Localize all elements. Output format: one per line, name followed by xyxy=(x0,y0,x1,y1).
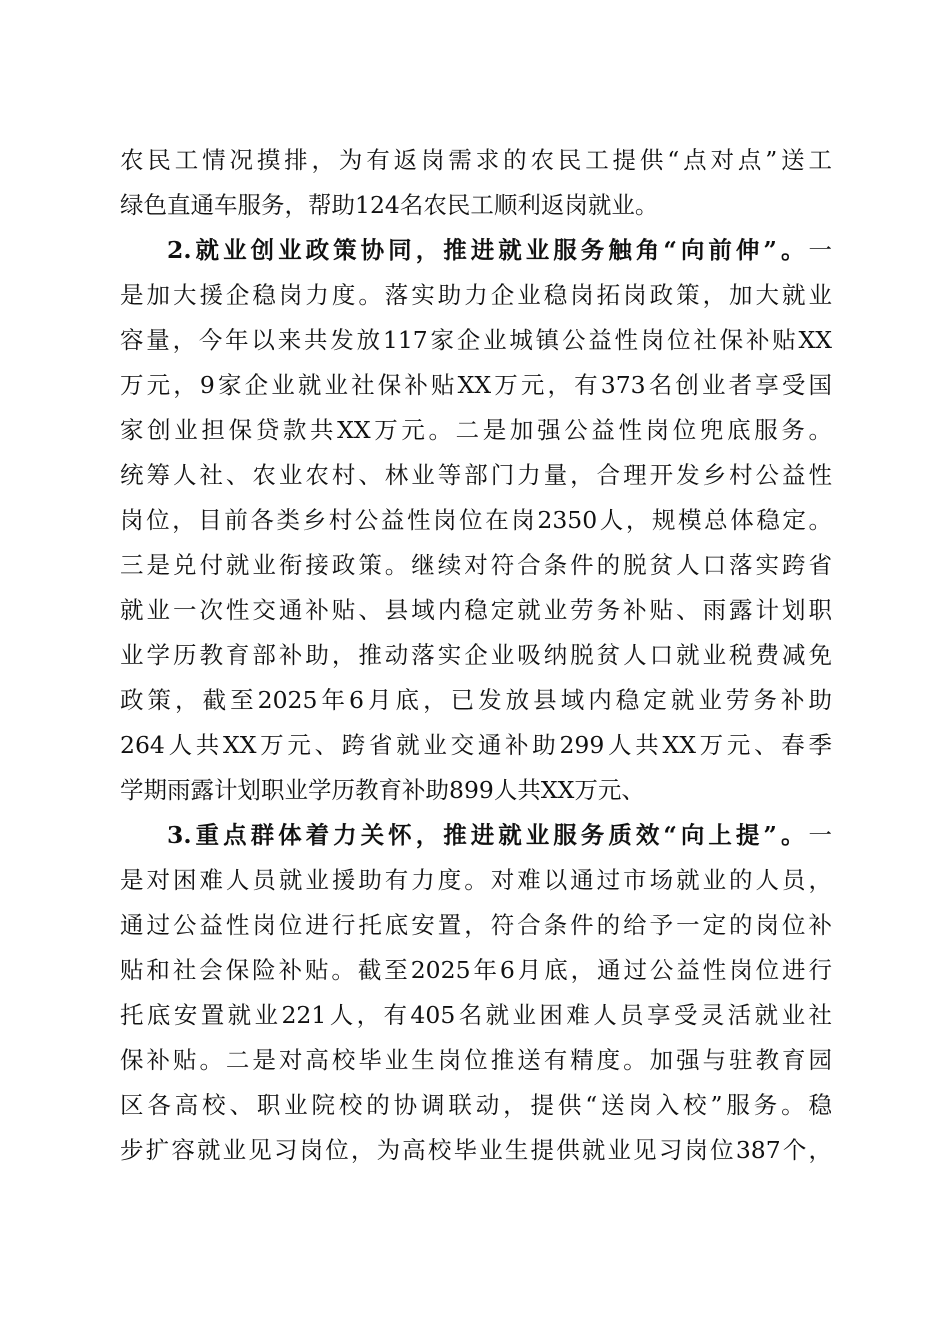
paragraph-line: 步扩容就业见习岗位，为高校毕业生提供就业见习岗位387个， xyxy=(120,1136,832,1164)
paragraph-line: 农民工情况摸排，为有返岗需求的农民工提供“点对点”送工 xyxy=(120,146,832,174)
paragraph-line: 岗位，目前各类乡村公益性岗位在岗2350人，规模总体稳定。 xyxy=(120,506,832,534)
paragraph-line: 学期雨露计划职业学历教育补助899人共XX万元、 xyxy=(120,776,645,804)
paragraph-line: 是加大援企稳岗力度。落实助力企业稳岗拓岗政策，加大就业 xyxy=(120,281,832,309)
section-heading-line xyxy=(120,813,832,858)
paragraph-line: 贴和社会保险补贴。截至2025年6月底，通过公益性岗位进行 xyxy=(120,956,832,984)
paragraph-line: 264人共XX万元、跨省就业交通补助299人共XX万元、春季 xyxy=(120,731,832,759)
paragraph-line: 绿色直通车服务，帮助124名农民工顺利返岗就业。 xyxy=(120,191,659,219)
paragraph-line: 容量，今年以来共发放117家企业城镇公益性岗位社保补贴XX xyxy=(120,326,832,354)
paragraph-line: 家创业担保贷款共XX万元。二是加强公益性岗位兜底服务。 xyxy=(120,416,832,444)
section-heading-line xyxy=(120,228,832,273)
paragraph-text: 一 xyxy=(808,236,832,264)
paragraph-line: 就业一次性交通补贴、县域内稳定就业劳务补贴、雨露计划职 xyxy=(120,596,832,624)
paragraph-line: 是对困难人员就业援助有力度。对难以通过市场就业的人员， xyxy=(120,866,832,894)
section-heading: 3.重点群体着力关怀，推进就业服务质效“向上提”。 xyxy=(167,821,809,849)
paragraph-line: 保补贴。二是对高校毕业生岗位推送有精度。加强与驻教育园 xyxy=(120,1046,832,1074)
paragraph-line: 万元，9家企业就业社保补贴XX万元，有373名创业者享受国 xyxy=(120,371,832,399)
paragraph-line: 区各高校、职业院校的协调联动，提供“送岗入校”服务。稳 xyxy=(120,1091,832,1119)
paragraph-line: 通过公益性岗位进行托底安置，符合条件的给予一定的岗位补 xyxy=(120,911,832,939)
paragraph-line: 统筹人社、农业农村、林业等部门力量，合理开发乡村公益性 xyxy=(120,461,832,489)
paragraph-line: 政策，截至2025年6月底，已发放县域内稳定就业劳务补助 xyxy=(120,686,832,714)
paragraph-line: 业学历教育部补助，推动落实企业吸纳脱贫人口就业税费减免 xyxy=(120,641,832,669)
paragraph-line: 三是兑付就业衔接政策。继续对符合条件的脱贫人口落实跨省 xyxy=(120,551,832,579)
paragraph-line: 托底安置就业221人，有405名就业困难人员享受灵活就业社 xyxy=(120,1001,832,1029)
section-heading: 2.就业创业政策协同，推进就业服务触角“向前伸”。 xyxy=(167,236,809,264)
paragraph-text: 一 xyxy=(808,821,832,849)
document-body xyxy=(120,138,832,1173)
